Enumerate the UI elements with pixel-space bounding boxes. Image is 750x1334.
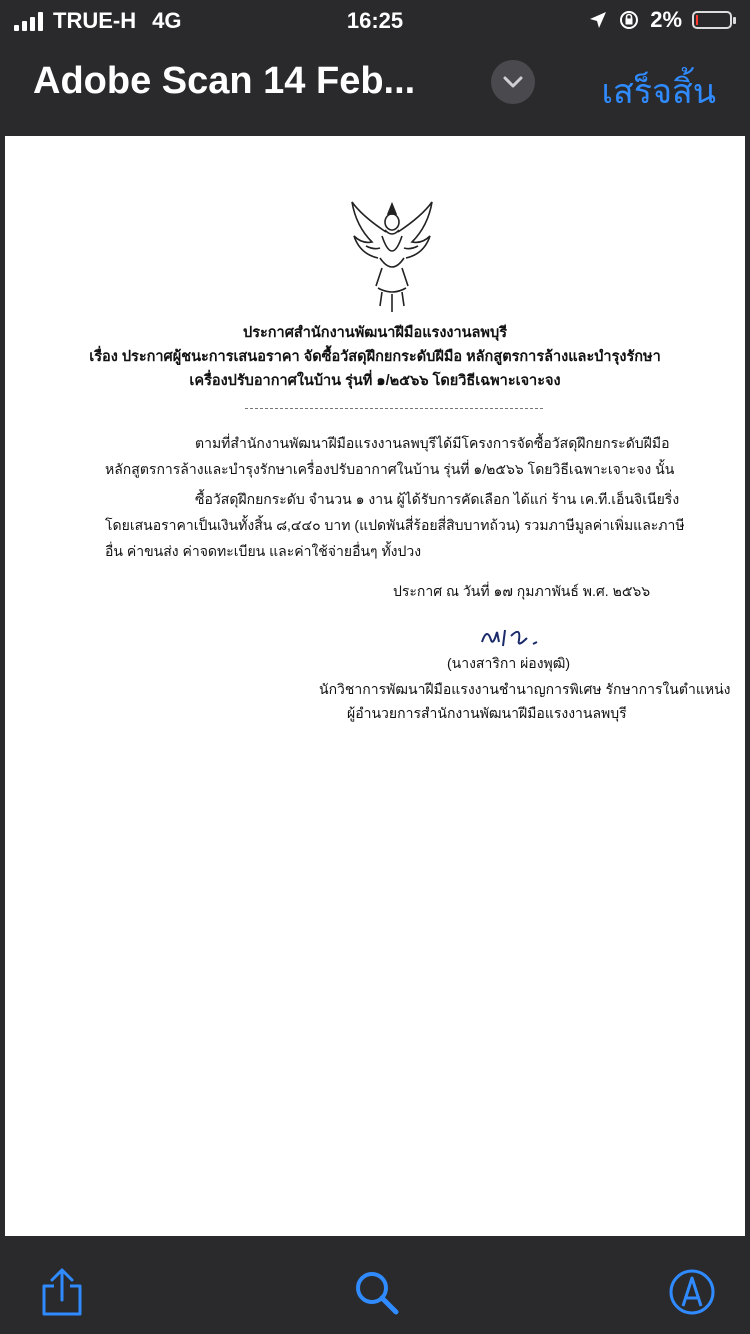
paragraph-1-text: ตามที่สำนักงานพัฒนาฝีมือแรงงานลพบุรีได้มีโครงการจัดซื้อวัสดุฝึกยกระดับฝีมือ หลักสูตรการล้างและบำรุงรักษาเครื่องปรับอากาศในบ้าน รุ่นที่ ๑/๒๕๖๖ โดยวิธีเฉพาะเจาะจง นั้น — [105, 435, 675, 477]
share-button[interactable] — [36, 1266, 88, 1318]
document-page — [5, 136, 745, 1236]
divider — [245, 408, 543, 409]
navigation-bar — [0, 42, 750, 132]
done-button[interactable]: เสร็จสิ้น — [601, 73, 716, 111]
heading-line-3: เครื่องปรับอากาศในบ้าน รุ่นที่ ๑/๒๕๖๖ โดยวิธีเฉพาะเจาะจง — [189, 373, 561, 389]
location-arrow-icon — [588, 10, 608, 30]
paragraph-2-text: ซื้อวัสดุฝึกยกระดับ จำนวน ๑ งาน ผู้ได้รับการคัดเลือก ได้แก่ ร้าน เค.ที.เอ็นจิเนียริ่ง โดยเสนอราคาเป็นเงินทั้งสิ้น ๘,๔๔๐ บาท (แปดพันสี่ร้อยสี่สิบบาทถ้วน) รวมภาษีมูลค่าเพิ่มและภาษีอื่น ค่าขนส่ง ค่าจดทะเบียน และค่าใช้จ่ายอื่นๆ ทั้งปวง — [105, 491, 685, 559]
title-menu-button[interactable] — [491, 60, 535, 104]
signer-title-1: นักวิชาการพัฒนาฝีมือแรงงานชำนาญการพิเศษ รักษาการในตำแหน่ง — [319, 681, 731, 697]
bottom-toolbar — [0, 1236, 750, 1334]
heading-line-2: เรื่อง ประกาศผู้ชนะการเสนอราคา จัดซื้อวัสดุฝึกยกระดับฝีมือ หลักสูตรการล้างและบำรุงรักษา — [89, 349, 661, 365]
battery-percent: 2% — [650, 7, 682, 32]
signer-name: (นางสาริกา ผ่องพุฒิ) — [447, 655, 571, 671]
status-bar — [0, 0, 750, 42]
announce-date: ประกาศ ณ วันที่ ๑๗ กุมภาพันธ์ พ.ศ. ๒๕๖๖ — [393, 583, 651, 599]
network-label: 4G — [152, 8, 182, 33]
markup-button[interactable] — [666, 1266, 718, 1318]
search-icon — [350, 1266, 402, 1318]
paragraph-1 — [105, 430, 685, 482]
signer-title-2: ผู้อำนวยการสำนักงานพัฒนาฝีมือแรงงานลพบุรี — [347, 705, 627, 721]
chevron-down-icon — [502, 75, 524, 89]
share-icon — [36, 1266, 88, 1318]
clock: 16:25 — [346, 8, 404, 33]
paragraph-2 — [105, 486, 685, 564]
document-title: Adobe Scan 14 Feb... — [33, 60, 416, 102]
carrier-label: TRUE-H — [53, 8, 137, 33]
signature — [477, 622, 567, 652]
search-button[interactable] — [350, 1266, 402, 1318]
orientation-lock-icon — [618, 9, 640, 31]
battery-icon — [692, 11, 732, 29]
garuda-emblem — [342, 196, 442, 316]
heading-line-1: ประกาศสำนักงานพัฒนาฝีมือแรงงานลพบุรี — [243, 325, 507, 341]
status-right — [588, 7, 732, 33]
markup-icon — [666, 1266, 718, 1318]
